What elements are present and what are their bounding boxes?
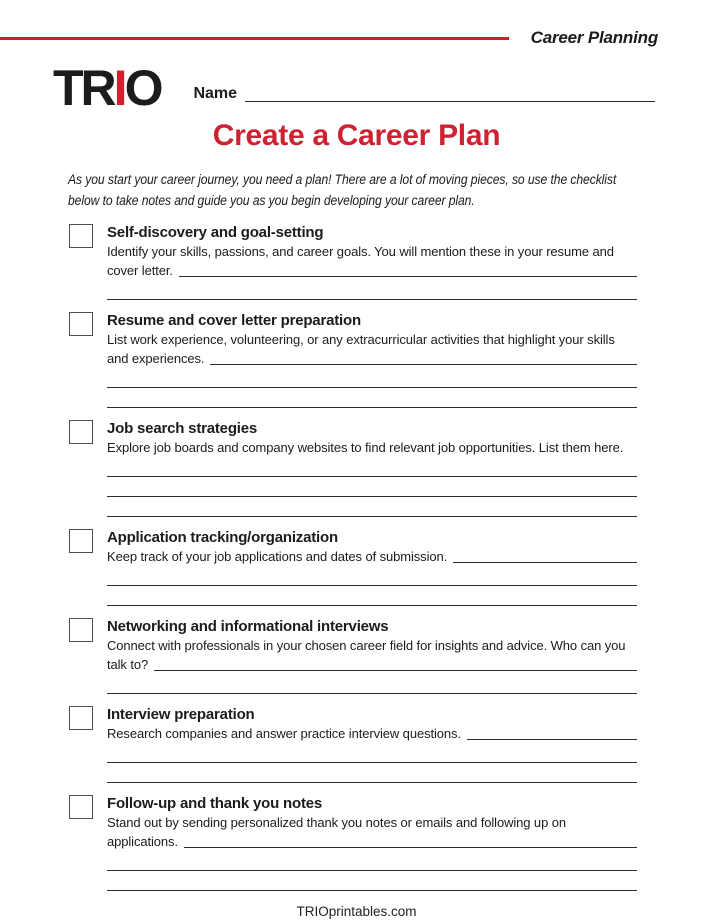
item-description-text: and experiences. [107,351,205,366]
item-description-line [107,547,637,566]
checklist [69,223,637,891]
name-field-row [193,86,655,102]
checklist-item-body [107,311,637,408]
write-in-line[interactable] [107,497,637,517]
write-in-line[interactable] [107,477,637,497]
category-label: Career Planning [530,28,658,47]
checklist-item [69,311,637,408]
logo-letter-o: O [124,60,161,116]
checkbox[interactable] [69,795,93,819]
item-description-line: List work experience, volunteering, or any extracurricular activities that highlight your skills [107,332,615,347]
write-in-line[interactable] [107,368,637,388]
checklist-item-title: Resume and cover letter preparation [107,312,361,329]
checkbox[interactable] [69,618,93,642]
item-description-text: cover letter. [107,263,173,278]
item-description-line: Explore job boards and company websites to find relevant job opportunities. List them here. [107,440,624,455]
checklist-item [69,705,637,783]
checklist-item-title: Application tracking/organization [107,529,338,546]
checkbox[interactable] [69,420,93,444]
write-in-line[interactable] [107,280,637,300]
checkbox[interactable] [69,706,93,730]
item-description-line: Identify your skills, passions, and career goals. You will mention these in your resume and [107,244,614,259]
header-red-rule [0,37,509,40]
intro-line-2: below to take notes and guide you as you begin developing your career plan. [68,193,475,208]
write-in-line[interactable] [107,388,637,408]
item-description-line [107,261,637,280]
checklist-item [69,528,637,606]
logo-letter-i-red: I [113,60,125,116]
item-description-text: talk to? [107,657,149,672]
write-in-line[interactable] [107,763,637,783]
intro-paragraph [68,169,713,211]
write-in-line[interactable] [107,743,637,763]
write-in-line[interactable] [107,566,637,586]
item-description-line [107,655,637,674]
item-description-line [107,832,637,851]
checklist-item-body [107,705,637,783]
checklist-item-title: Interview preparation [107,706,255,723]
checklist-item [69,419,637,517]
item-description-line: Stand out by sending personalized thank you notes or emails and following up on [107,815,566,830]
write-in-line[interactable] [453,547,637,563]
checklist-item-title: Job search strategies [107,420,258,437]
page-header [0,27,713,49]
item-description-text: applications. [107,834,178,849]
trio-logo [53,60,161,116]
checkbox[interactable] [69,312,93,336]
intro-line-1: As you start your career journey, you need a plan! There are a lot of moving pieces, so use the checklist [68,172,617,187]
write-in-line[interactable] [179,261,637,277]
checklist-item [69,617,637,694]
item-description-line [107,349,637,368]
write-in-line[interactable] [107,851,637,871]
checklist-item-body [107,794,637,891]
write-in-line[interactable] [107,586,637,606]
checklist-item-title: Networking and informational interviews [107,618,389,635]
write-in-line[interactable] [467,724,637,740]
checklist-item-body [107,419,637,517]
logo-letters-tr: TR [53,60,114,116]
write-in-line[interactable] [184,832,637,848]
checklist-item-body [107,528,637,606]
write-in-line[interactable] [107,457,637,477]
item-description-text: Keep track of your job applications and dates of submission. [107,549,448,564]
checklist-item-title: Follow-up and thank you notes [107,795,323,812]
checklist-item-title: Self-discovery and goal-setting [107,224,324,241]
name-write-in-line[interactable] [245,86,655,102]
item-description-text: Research companies and answer practice interview questions. [107,726,461,741]
name-label: Name [193,85,238,102]
write-in-line[interactable] [107,871,637,891]
item-description-line: Connect with professionals in your chosen career field for insights and advice. Who can you [107,638,626,653]
logo-row [53,60,655,116]
write-in-line[interactable] [210,349,637,365]
write-in-line[interactable] [154,655,637,671]
checklist-item-body [107,223,637,300]
checkbox[interactable] [69,224,93,248]
write-in-line[interactable] [107,674,637,694]
checklist-item-body [107,617,637,694]
checklist-item [69,794,637,891]
checkbox[interactable] [69,529,93,553]
footer-site-text: TRIOprintables.com [296,904,417,919]
item-description-line [107,724,637,743]
page-title: Create a Career Plan [212,119,501,152]
checklist-item [69,223,637,300]
